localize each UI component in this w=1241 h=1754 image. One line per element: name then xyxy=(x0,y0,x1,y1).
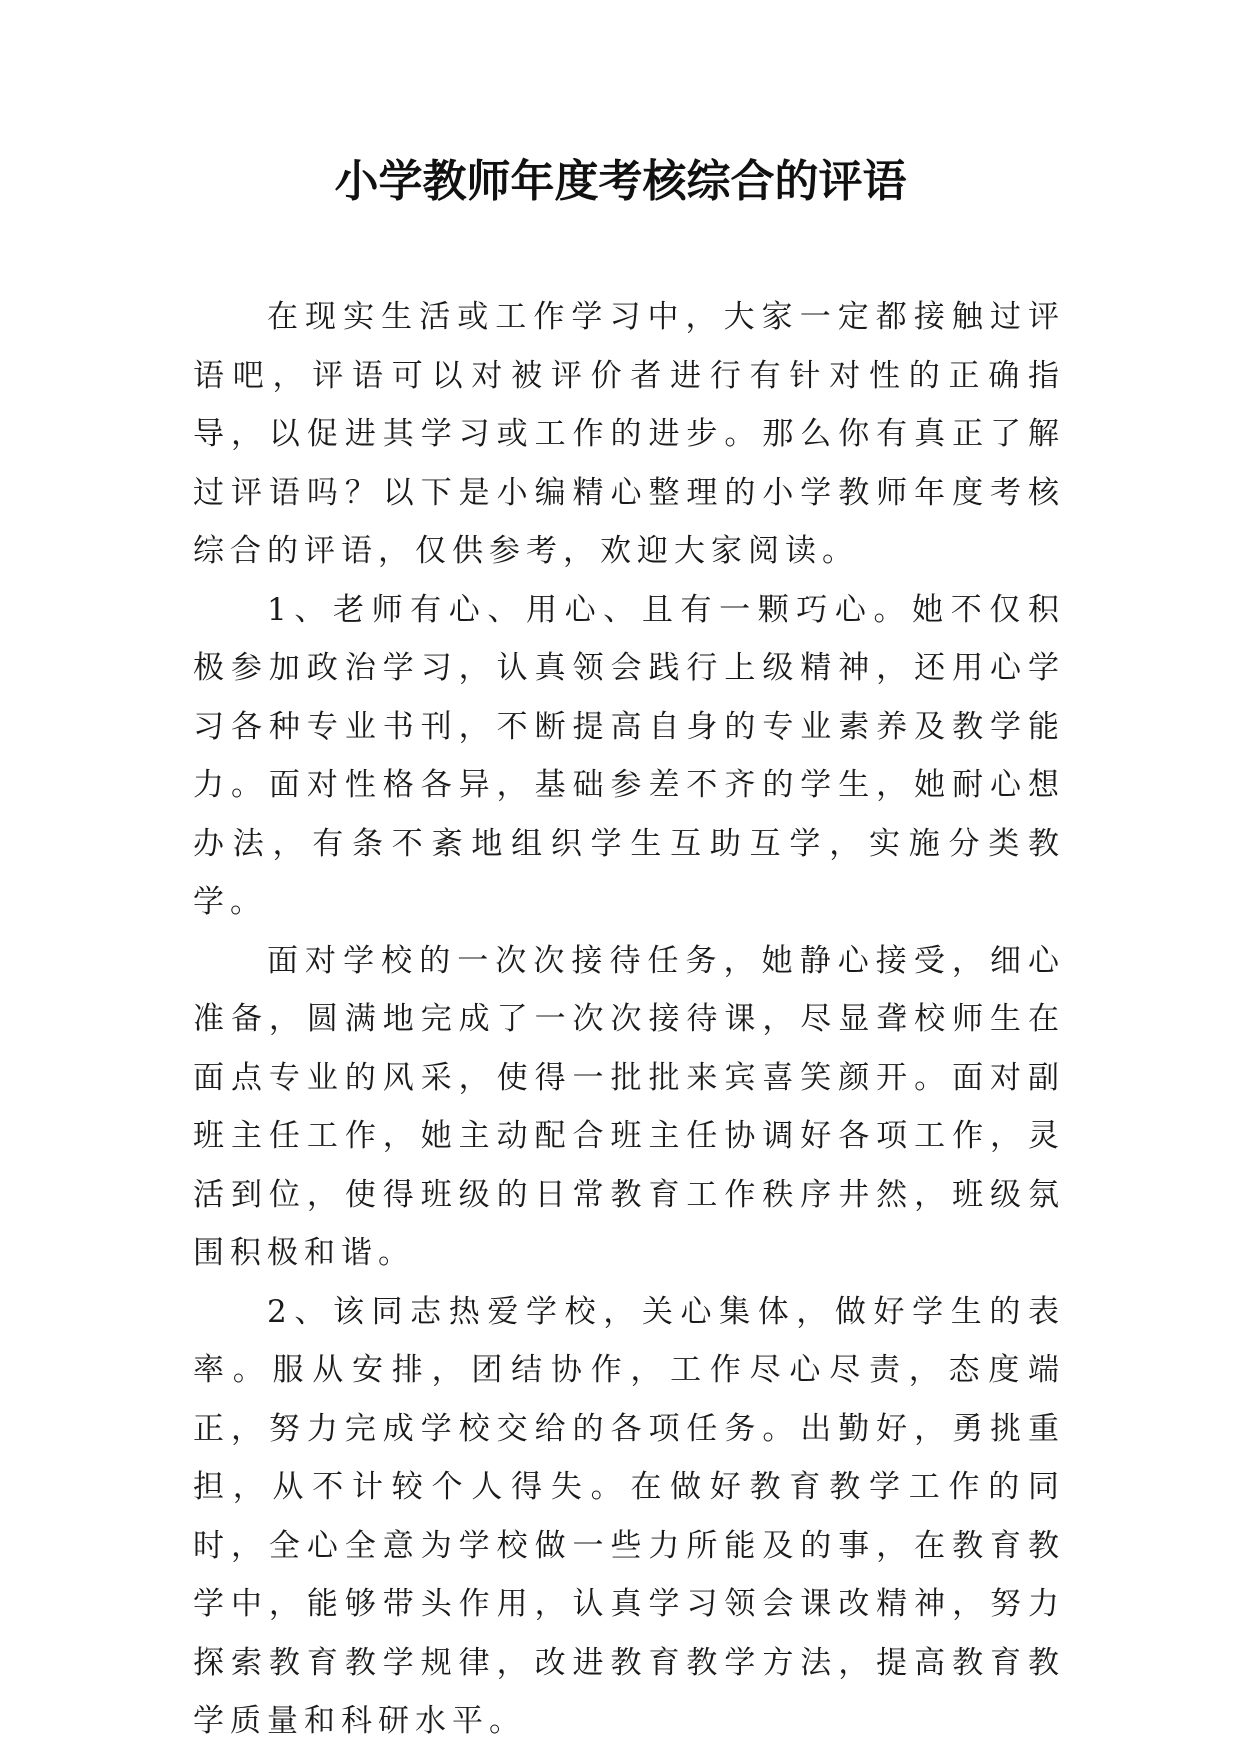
paragraph-comment-1: 1、老师有心、用心、且有一颗巧心。她不仅积极参加政治学习，认真领会践行上级精神，还用心学习各种专业书刊，不断提高自身的专业素养及教学能力。面对性格各异，基础参差不齐的学生，她耐心想办法，有条不紊地组织学生互助互学，实施分类教学。 xyxy=(193,591,1065,920)
document-title: 小学教师年度考核综合的评语 xyxy=(334,156,907,207)
paragraph-comment-1-continued: 面对学校的一次次接待任务，她静心接受，细心准备，圆满地完成了一次次接待课，尽显聋校师生在面点专业的风采，使得一批批来宾喜笑颜开。面对副班主任工作，她主动配合班主任协调好各项工作，灵活到位，使得班级的日常教育工作秩序井然，班级氛围积极和谐。 xyxy=(193,942,1065,1271)
document-body xyxy=(193,288,1065,1751)
paragraph-intro: 在现实生活或工作学习中，大家一定都接触过评语吧，评语可以对被评价者进行有针对性的正确指导，以促进其学习或工作的进步。那么你有真正了解过评语吗？以下是小编精心整理的小学教师年度考核综合的评语，仅供参考，欢迎大家阅读。 xyxy=(193,299,1065,569)
paragraph-comment-2: 2、该同志热爱学校，关心集体，做好学生的表率。服从安排，团结协作，工作尽心尽责，态度端正，努力完成学校交给的各项任务。出勤好，勇挑重担，从不计较个人得失。在做好教育教学工作的同时，全心全意为学校做一些力所能及的事，在教育教学中，能够带头作用，认真学习领会课改精神，努力探索教育教学规律，改进教育教学方法，提高教育教学质量和科研水平。 xyxy=(193,1293,1065,1739)
